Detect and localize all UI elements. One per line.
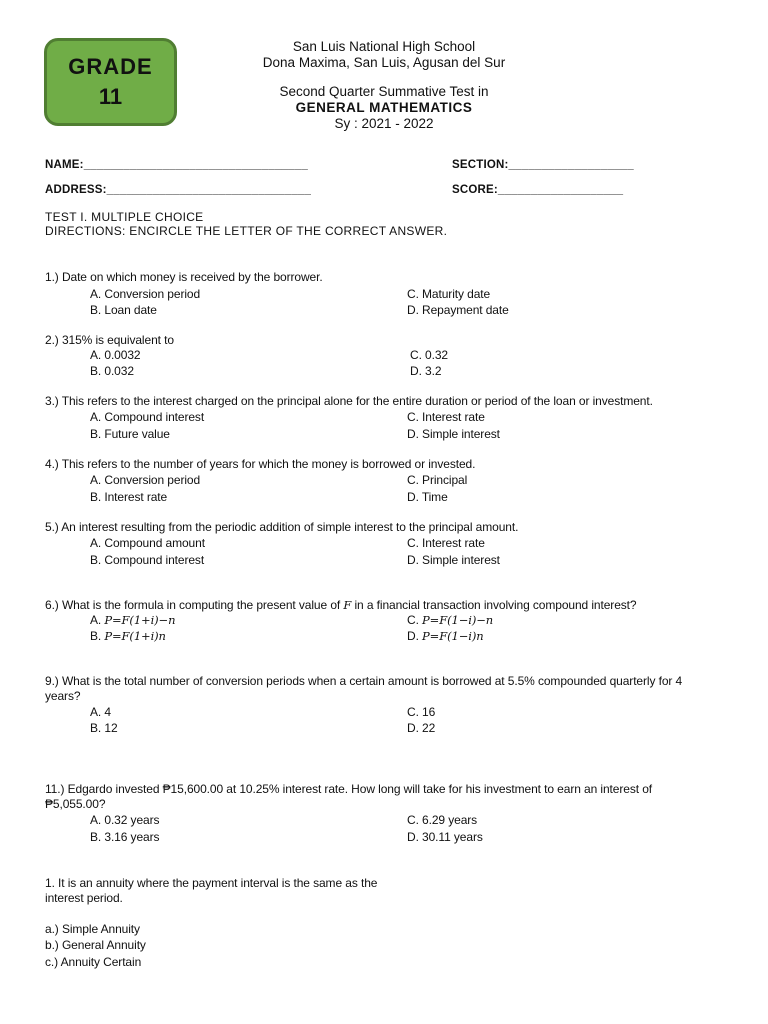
q4-option-c: C. Principal [407,473,468,487]
school-header [0,39,768,71]
q6-option-c-label: C. [407,613,423,627]
q6-option-c [407,612,493,628]
question-9-line1: 9.) What is the total number of conversion periods when a certain amount is borrowed at 5.5% compounded quarterly for 4 [45,674,683,688]
address-field: ADDRESS:_______________________________ [45,184,312,196]
question-6 [45,597,637,613]
q6-text-start: 6.) What is the formula in computing the present value of [45,598,344,612]
q1-option-d: D. Repayment date [407,303,509,317]
q11-option-a: A. 0.32 years [90,813,160,827]
q6-option-b-label: B. [90,629,105,643]
grade-badge-label: GRADE [68,54,153,79]
test-title: TEST I. MULTIPLE CHOICE [45,210,204,224]
q5-option-b: B. Compound interest [90,553,205,567]
subject-title: GENERAL MATHEMATICS [295,100,473,115]
q11-option-b: B. 3.16 years [90,830,160,844]
question-5: 5.) An interest resulting from the periodic addition of simple interest to the principal amount. [45,520,519,534]
school-name: San Luis National High School [292,39,476,54]
q1-option-b: B. Loan date [90,303,157,317]
q9-option-a: A. 4 [90,705,111,719]
q3-option-b: B. Future value [90,427,170,441]
question-4: 4.) This refers to the number of years for which the money is borrowed or invested. [45,457,476,471]
q6-option-d [407,628,484,644]
q6-option-d-label: D. [407,629,423,643]
name-field: NAME:__________________________________ [45,159,308,171]
q6-option-b-formula: P=F(1+i)n [104,629,166,643]
q6-option-b [90,628,166,644]
annuity-option-c: c.) Annuity Certain [45,955,142,969]
q5-option-d: D. Simple interest [407,553,500,567]
school-address: Dona Maxima, San Luis, Agusan del Sur [262,55,506,70]
q1-option-a: A. Conversion period [90,287,201,301]
q4-option-b: B. Interest rate [90,490,168,504]
annuity-question-line2: interest period. [45,891,123,905]
q2-option-a: A. 0.0032 [90,348,141,362]
q3-option-c: C. Interest rate [407,410,485,424]
q6-variable: F [343,598,352,612]
annuity-question-line1: 1. It is an annuity where the payment interval is the same as the [45,876,378,890]
q2-option-d: D. 3.2 [410,364,442,378]
q4-option-d: D. Time [407,490,448,504]
question-9-line2: years? [45,689,81,703]
q11-option-c: C. 6.29 years [407,813,478,827]
q2-option-c: C. 0.32 [410,348,448,362]
q6-option-d-formula: P=F(1−i)n [422,629,484,643]
question-1: 1.) Date on which money is received by the borrower. [45,270,323,284]
q9-option-c: C. 16 [407,705,436,719]
test-name: Second Quarter Summative Test in [279,84,489,99]
q5-option-c: C. Interest rate [407,536,485,550]
q6-option-a-label: A. [90,613,105,627]
grade-badge-number: 11 [98,84,123,109]
question-2: 2.) 315% is equivalent to [45,333,174,347]
annuity-option-a: a.) Simple Annuity [45,922,140,936]
school-year: Sy : 2021 - 2022 [334,116,434,131]
question-3: 3.) This refers to the interest charged on the principal alone for the entire duration or period of the loan or investment. [45,394,653,408]
q1-option-c: C. Maturity date [407,287,491,301]
q4-option-a: A. Conversion period [90,473,201,487]
q5-option-a: A. Compound amount [90,536,205,550]
score-field: SCORE:___________________ [452,184,624,196]
q2-option-b: B. 0.032 [90,364,134,378]
annuity-option-b: b.) General Annuity [45,938,146,952]
q6-option-a-formula: P=F(1+i)−n [104,613,176,627]
q3-option-d: D. Simple interest [407,427,500,441]
test-header [0,84,768,132]
q9-option-d: D. 22 [407,721,436,735]
question-11-line1: 11.) Edgardo invested ₱15,600.00 at 10.25% interest rate. How long will take for his investment to earn an interest of [45,782,652,796]
q3-option-a: A. Compound interest [90,410,205,424]
q9-option-b: B. 12 [90,721,118,735]
question-11-line2: ₱5,055.00? [45,797,106,811]
q6-option-a [90,612,175,628]
q6-text-end: in a financial transaction involving compound interest? [351,598,637,612]
q11-option-d: D. 30.11 years [407,830,483,844]
q6-option-c-formula: P=F(1−i)−n [422,613,494,627]
section-field: SECTION:___________________ [452,159,634,171]
test-directions: DIRECTIONS: ENCIRCLE THE LETTER OF THE CORRECT ANSWER. [45,224,448,238]
